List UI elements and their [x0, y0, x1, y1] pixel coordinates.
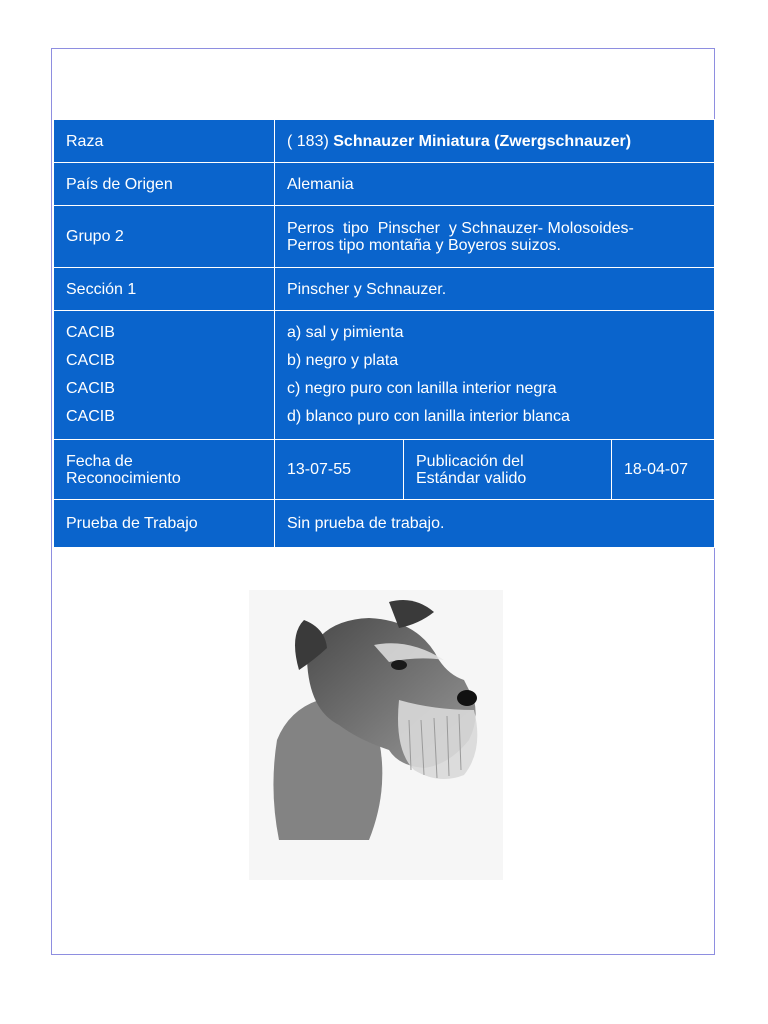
row-fecha [54, 440, 715, 500]
row-pais [54, 163, 715, 206]
breed-number: ( 183) [287, 132, 329, 150]
fecha-label-line1: Fecha de [66, 452, 133, 470]
grupo-value [275, 206, 715, 268]
prueba-label: Prueba de Trabajo [54, 500, 275, 548]
fecha-value: 13-07-55 [275, 440, 404, 500]
raza-label: Raza [54, 120, 275, 163]
fecha-label-line2: Reconocimiento [66, 469, 181, 487]
grupo-label: Grupo 2 [54, 206, 275, 268]
row-cacib [54, 311, 715, 440]
row-raza [54, 120, 715, 163]
row-grupo [54, 206, 715, 268]
color-c: c) negro puro con lanilla interior negra [287, 380, 557, 397]
cacib-colors [275, 311, 715, 440]
row-seccion [54, 268, 715, 311]
cacib-label-1: CACIB [66, 324, 115, 341]
schnauzer-illustration [249, 590, 503, 880]
cacib-labels [54, 311, 275, 440]
pais-label: País de Origen [54, 163, 275, 206]
color-b: b) negro y plata [287, 352, 399, 369]
grupo-value-line2: Perros tipo montaña y Boyeros suizos. [287, 236, 561, 254]
publicacion-label-line2: Estándar valido [416, 469, 527, 487]
cacib-label-2: CACIB [66, 352, 115, 369]
prueba-value: Sin prueba de trabajo. [275, 500, 715, 548]
cacib-label-4: CACIB [66, 408, 115, 425]
publicacion-label [404, 440, 612, 500]
breed-info-table [53, 119, 715, 548]
seccion-value: Pinscher y Schnauzer. [275, 268, 715, 311]
grupo-value-line1: Perros tipo Pinscher y Schnauzer- Molosoides- [287, 219, 634, 237]
seccion-label: Sección 1 [54, 268, 275, 311]
color-a: a) sal y pimienta [287, 324, 404, 341]
fecha-label [54, 440, 275, 500]
breed-name: Schnauzer Miniatura (Zwergschnauzer) [333, 132, 632, 150]
raza-value [275, 120, 715, 163]
color-d: d) blanco puro con lanilla interior blanca [287, 408, 570, 425]
publicacion-label-line1: Publicación del [416, 452, 524, 470]
pais-value: Alemania [275, 163, 715, 206]
publicacion-value: 18-04-07 [612, 440, 715, 500]
row-prueba [54, 500, 715, 548]
cacib-label-3: CACIB [66, 380, 115, 397]
schnauzer-head-drawing-icon [249, 590, 503, 880]
